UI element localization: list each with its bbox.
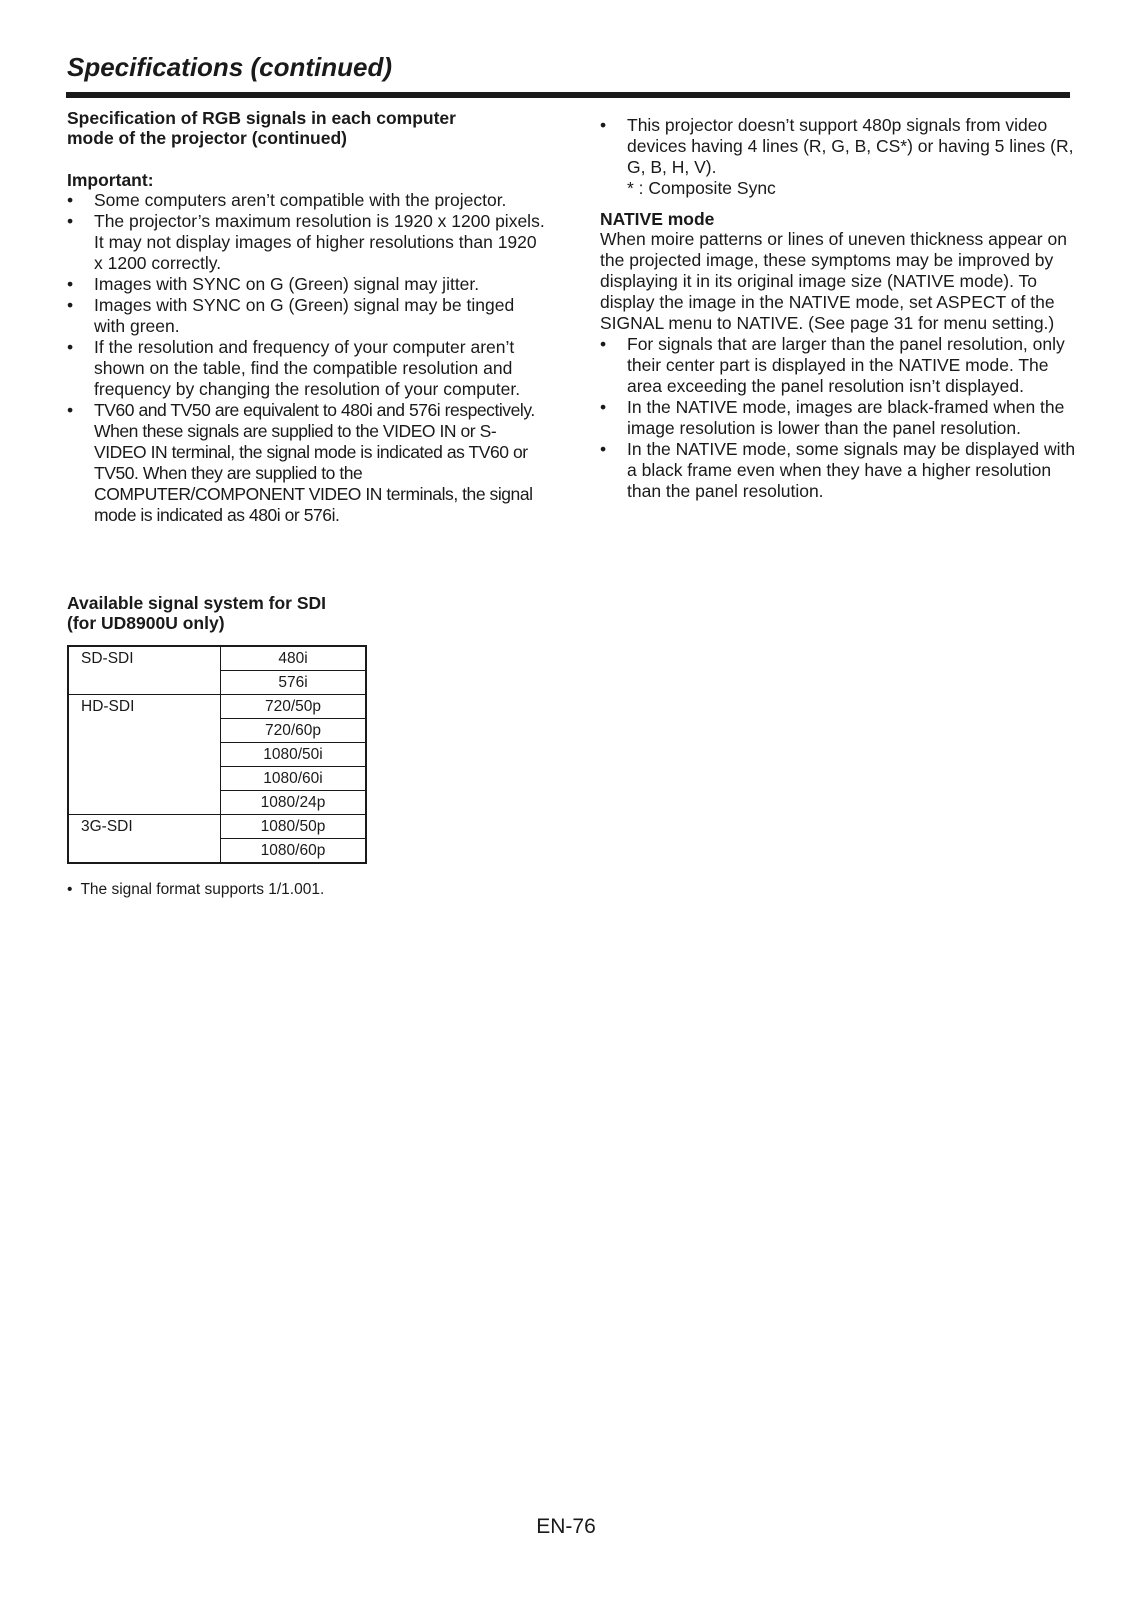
bullet-icon: •	[67, 295, 74, 315]
list-item: • If the resolution and frequency of your computer aren’t shown on the table, find the compatible resolution and frequency by changing the resolution of your computer.	[67, 337, 521, 399]
list-item: • The projector’s maximum resolution is 1920 x 1200 pixels. It may not display images of higher resolutions than 1920 x 1200 correctly.	[67, 211, 545, 273]
list-item: • This projector doesn’t support 480p signals from video devices having 4 lines (R, G, B, CS*) or having 5 lines (R, G, B, H, V).	[600, 115, 1074, 177]
sdi-heading-line1: Available signal system for SDI	[67, 593, 327, 613]
bullet-icon: •	[67, 274, 74, 294]
format-cell: 720/60p	[221, 719, 367, 743]
composite-sync-note: * : Composite Sync	[627, 178, 776, 198]
list-item: • Some computers aren’t compatible with the projector.	[67, 190, 507, 210]
bullet-icon: •	[67, 190, 74, 210]
bullet-icon: •	[600, 397, 607, 417]
page-title: Specifications (continued)	[67, 52, 393, 82]
bullet-icon: •	[67, 337, 74, 357]
sdi-signal-table	[67, 645, 367, 864]
sdi-footnote	[67, 880, 324, 900]
format-cell: 576i	[221, 671, 367, 695]
title-rule	[66, 92, 1070, 98]
rgb-spec-heading	[67, 108, 547, 148]
page-number: EN-76	[536, 1515, 596, 1538]
left-column	[67, 108, 547, 526]
list-item: • For signals that are larger than the panel resolution, only their center part is displayed in the NATIVE mode. The area exceeding the panel resolution isn’t displayed.	[600, 334, 1065, 396]
format-cell: 720/50p	[221, 695, 367, 719]
native-mode-list	[600, 334, 1080, 502]
bullet-icon: •	[67, 211, 74, 231]
sdi-footnote-text: The signal format supports 1/1.001.	[80, 881, 325, 898]
bullet-icon: •	[600, 334, 607, 354]
signal-support-list	[600, 115, 1080, 178]
bullet-icon: •	[600, 439, 607, 459]
signal-group-cell: 3G-SDI	[68, 815, 221, 864]
list-item: • In the NATIVE mode, images are black-framed when the image resolution is lower than the panel resolution.	[600, 397, 1065, 438]
sdi-heading	[67, 593, 467, 633]
format-cell: 1080/50i	[221, 743, 367, 767]
native-mode-heading: NATIVE mode	[600, 209, 715, 229]
list-item: • TV60 and TV50 are equivalent to 480i and 576i respectively. When these signals are supplied to the VIDEO IN or S-VIDEO IN terminal, the signal mode is indicated as TV60 or TV50. When they are supplied to the COMPUTER/COMPONENT VIDEO IN terminals, the signal mode is indicated as 480i or 576i.	[67, 400, 535, 525]
rgb-spec-heading-line1: Specification of RGB signals in each computer	[67, 108, 456, 128]
sdi-heading-line2: (for UD8900U only)	[67, 613, 225, 633]
list-item: • In the NATIVE mode, some signals may be displayed with a black frame even when they have a higher resolution than the panel resolution.	[600, 439, 1076, 501]
format-cell: 1080/60i	[221, 767, 367, 791]
rgb-spec-heading-line2: mode of the projector (continued)	[67, 128, 347, 148]
format-cell: 1080/60p	[260, 841, 326, 859]
list-item: • Images with SYNC on G (Green) signal may be tinged with green.	[67, 295, 515, 336]
bullet-icon: •	[600, 115, 607, 135]
native-mode-paragraph: When moire patterns or lines of uneven thickness appear on the projected image, these symptoms may be improved by displaying it in its original image size (NATIVE mode). To display the image in the NATIVE mode, set ASPECT of the SIGNAL menu to NATIVE. (See page 31 for menu setting.)	[600, 229, 1067, 333]
format-cell: 480i	[221, 646, 367, 671]
table-row	[68, 695, 366, 719]
table-row	[68, 646, 366, 671]
list-item: • Images with SYNC on G (Green) signal may jitter.	[67, 274, 480, 294]
bullet-icon: •	[67, 881, 73, 898]
right-column	[600, 115, 1080, 502]
format-cell: 1080/24p	[221, 791, 367, 815]
table-row	[68, 815, 366, 839]
important-label: Important:	[67, 170, 154, 190]
signal-group-cell: SD-SDI	[68, 646, 221, 695]
bullet-icon: •	[67, 400, 73, 420]
important-list	[67, 190, 547, 526]
format-cell: 1080/50p	[221, 815, 367, 839]
signal-group-cell: HD-SDI	[68, 695, 221, 815]
